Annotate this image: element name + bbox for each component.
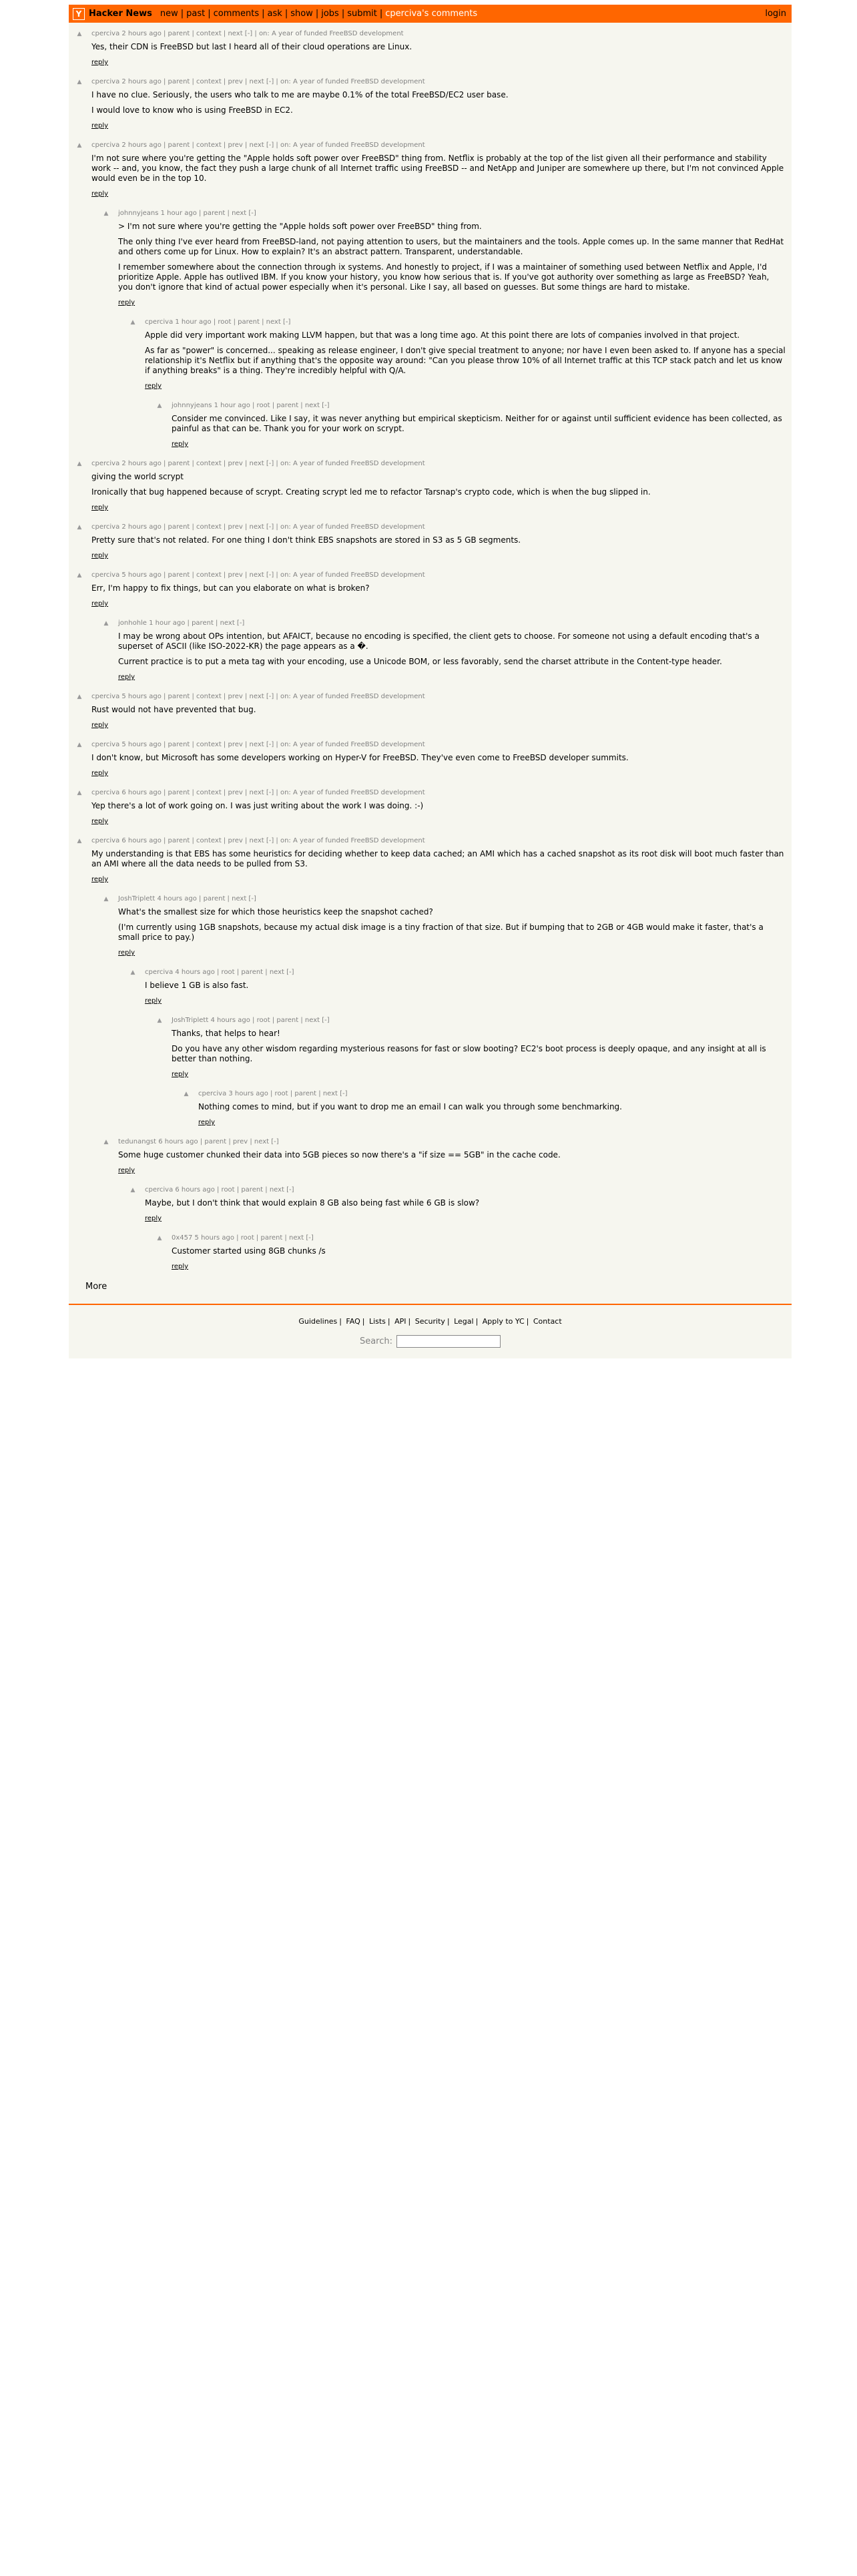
comment-meta[interactable]: jonhohle 1 hour ago | parent | next [-] [118,619,245,627]
comment-body [172,414,786,434]
comment-paragraph: Do you have any other wisdom regarding mysterious reasons for fast or slow booting? EC2's boot process is deeply opaque, and any insight at all is better than nothing. [172,1044,766,1063]
comment-body [145,1198,786,1208]
nav-past[interactable]: past [186,9,206,19]
comment-body [118,222,786,292]
comment-body [172,1246,786,1256]
comment-paragraph: giving the world scrypt [91,472,184,481]
comment [102,619,786,682]
comment-paragraph: Consider me convinced. Like I say, it was never anything but empirical skepticism. Neither for or against until sufficient evidence has been collected, as painful as that can be. Thank you for your work on scrypt. [172,414,782,433]
comment-paragraph: Nothing comes to mind, but if you want to drop me an email I can walk you through some benchmarking. [198,1102,622,1111]
comment [75,459,786,513]
comment [75,836,786,884]
nav-new[interactable]: new [160,9,178,19]
comment-paragraph: Thanks, that helps to hear! [172,1029,280,1038]
comment-meta[interactable]: cperciva 3 hours ago | root | parent | next [-] [198,1090,348,1097]
comment-paragraph: I'm not sure where you're getting the "Apple holds soft power over FreeBSD" thing from. Netflix is probably at the top of the list given all their performance and stability work -- and, you know, the fact they push a large chunk of all Internet traffic using FreeBSD -- and NetApp and Juniper are somewhere up there, but I'm not convinced Apple would even be in the top 10. [91,154,784,183]
reply-link[interactable]: reply [118,949,135,957]
login-link[interactable]: login [765,9,786,19]
comment [129,318,786,391]
upvote-arrow-icon[interactable]: ▲ [77,838,82,844]
comment-paragraph: Err, I'm happy to fix things, but can you elaborate on what is broken? [91,583,370,593]
comment-paragraph: My understanding is that EBS has some heuristics for deciding whether to keep data cached; an AMI which has a cached snapshot as its root disk will boot much faster than an AMI where all the data needs to be pulled from S3. [91,849,784,868]
reply-link[interactable]: reply [91,190,109,198]
comment-meta[interactable]: cperciva 5 hours ago | parent | context | prev | next [-] | on: A year of funded FreeBSD development [91,741,425,748]
reply-link[interactable]: reply [91,722,109,729]
more-link[interactable]: More [85,1282,107,1292]
comment-meta[interactable]: JoshTriplett 4 hours ago | root | parent | next [-] [172,1017,330,1024]
search-input[interactable] [396,1335,501,1348]
comment [102,1137,786,1176]
comment-paragraph: Ironically that bug happened because of scrypt. Creating scrypt led me to refactor Tarsnap's crypto code, which is when the bug slipped in. [91,487,651,497]
comment-body [91,849,786,869]
reply-link[interactable]: reply [198,1119,216,1126]
site-title[interactable]: Hacker News [89,9,152,19]
top-bar: Y Hacker News new | past | comments | ask | show | jobs | submit | cperciva's comments login [69,5,792,23]
upvote-arrow-icon[interactable]: ▲ [103,620,109,627]
comment [102,894,786,958]
nav-ask[interactable]: ask [267,9,282,19]
comment-meta[interactable]: tedunangst 6 hours ago | parent | prev | next [-] [118,1138,279,1145]
comment-paragraph: I remember somewhere about the connection through ix systems. And honestly to project, if I was a maintainer of something used between Netflix and Apple, I'd prioritize Apple. Apple has outlived IBM. If you know your history, you know how serious that is. If you've got authority over something as large as FreeBSD? Yeah, you don't ignore that kind of actual power especially when it's personal. Like I say, all based on guesses. But some things are hard to mistake. [118,262,770,292]
comment-meta[interactable]: cperciva 2 hours ago | parent | context | prev | next [-] | on: A year of funded FreeBSD development [91,523,425,531]
comment-meta[interactable]: cperciva 2 hours ago | parent | context | prev | next [-] | on: A year of funded FreeBSD development [91,78,425,85]
comment-meta[interactable]: cperciva 4 hours ago | root | parent | next [-] [145,969,294,976]
comment [75,29,786,67]
footer-link-security[interactable]: Security [414,1317,445,1326]
comment [75,141,786,199]
y-logo-icon[interactable]: Y [73,8,85,20]
comment-body [91,90,786,115]
user-comments-label: cperciva's comments [385,9,478,19]
comment-list [69,23,792,1272]
comment-meta[interactable]: JoshTriplett 4 hours ago | parent | next [-] [118,895,256,903]
comment [129,968,786,1006]
comment-body [91,42,786,52]
comment-body [91,705,786,715]
comment-paragraph: I have no clue. Seriously, the users who talk to me are maybe 0.1% of the total FreeBSD/EC2 user base. [91,90,509,99]
footer-link-lists[interactable]: Lists [368,1317,386,1326]
comment [102,209,786,308]
upvote-arrow-icon[interactable]: ▲ [130,1187,135,1194]
comment [75,571,786,609]
comment-body [118,907,786,943]
upvote-arrow-icon[interactable]: ▲ [77,742,82,748]
reply-link[interactable]: reply [91,504,109,511]
comment-paragraph: Rust would not have prevented that bug. [91,705,256,714]
comment [75,77,786,131]
comment-meta[interactable]: cperciva 2 hours ago | parent | context | next [-] | on: A year of funded FreeBSD development [91,30,404,37]
reply-link[interactable]: reply [91,59,109,66]
upvote-arrow-icon[interactable]: ▲ [103,1139,109,1145]
footer-links: Guidelines | FAQ | Lists | API | Security | Legal | Apply to YC | Contact [298,1317,562,1326]
comment [75,740,786,778]
footer-link-api[interactable]: API [394,1317,406,1326]
comment-body [118,1150,786,1160]
comment [129,1186,786,1224]
comment-body [118,631,786,667]
comment-body [145,981,786,991]
upvote-arrow-icon[interactable]: ▲ [77,694,82,700]
nav-show[interactable]: show [290,9,313,19]
comment [156,1016,786,1079]
comment-paragraph: I don't know, but Microsoft has some developers working on Hyper-V for FreeBSD. They've even come to FreeBSD developer summits. [91,753,629,762]
nav-jobs[interactable]: jobs [321,9,339,19]
comment-paragraph: (I'm currently using 1GB snapshots, because my actual disk image is a tiny fraction of that size. But if bumping that to 2GB or 4GB would make it faster, that's a small price to pay.) [118,923,764,942]
comment-body [91,801,786,811]
reply-link[interactable]: reply [91,600,109,607]
reply-link[interactable]: reply [91,770,109,777]
comment-meta[interactable]: cperciva 1 hour ago | root | parent | next [-] [145,318,291,326]
page-container [69,5,792,1358]
upvote-arrow-icon[interactable]: ▲ [77,524,82,531]
search-row [69,1335,792,1348]
reply-link[interactable]: reply [145,997,162,1005]
footer [69,1304,792,1358]
comment-paragraph: Yes, their CDN is FreeBSD but last I heard all of their cloud operations are Linux. [91,42,412,51]
upvote-arrow-icon[interactable]: ▲ [103,896,109,903]
comment-paragraph: Maybe, but I don't think that would explain 8 GB also being fast while 6 GB is slow? [145,1198,480,1208]
reply-link[interactable]: reply [118,674,135,681]
upvote-arrow-icon[interactable]: ▲ [130,969,135,976]
upvote-arrow-icon[interactable]: ▲ [157,1017,162,1024]
comment-body [91,154,786,184]
upvote-arrow-icon[interactable]: ▲ [130,319,135,326]
upvote-arrow-icon[interactable]: ▲ [184,1091,189,1097]
reply-link[interactable]: reply [118,1167,135,1174]
comment-paragraph: Current practice is to put a meta tag with your encoding, use a Unicode BOM, or less favorably, send the charset attribute in the Content-type header. [118,657,722,666]
upvote-arrow-icon[interactable]: ▲ [103,210,109,217]
comment-meta[interactable]: cperciva 6 hours ago | root | parent | next [-] [145,1186,294,1194]
comment-paragraph: I believe 1 GB is also fast. [145,981,249,990]
comment-paragraph: Pretty sure that's not related. For one thing I don't think EBS snapshots are stored in S3 as 5 GB segments. [91,535,521,545]
footer-link-apply[interactable]: Apply to YC [482,1317,525,1326]
footer-link-guidelines[interactable]: Guidelines [298,1317,338,1326]
comment [156,1234,786,1272]
comment-body [198,1102,786,1112]
reply-link[interactable]: reply [91,818,109,825]
comment-meta[interactable]: cperciva 2 hours ago | parent | context | prev | next [-] | on: A year of funded FreeBSD development [91,460,425,467]
nav-comments[interactable]: comments [213,9,260,19]
comment-meta[interactable]: cperciva 2 hours ago | parent | context | prev | next [-] | on: A year of funded FreeBSD development [91,142,425,149]
comment-body [91,753,786,763]
comment-paragraph: What's the smallest size for which those heuristics keep the snapshot cached? [118,907,433,917]
comment-body [145,330,786,376]
upvote-arrow-icon[interactable]: ▲ [77,31,82,37]
comment-meta[interactable]: cperciva 5 hours ago | parent | context | prev | next [-] | on: A year of funded FreeBSD development [91,571,425,579]
comment-meta[interactable]: 0x457 5 hours ago | root | parent | next [-] [172,1234,314,1242]
comment-paragraph: Some huge customer chunked their data into 5GB pieces so now there's a "if size == 5GB" in the cache code. [118,1150,561,1160]
reply-link[interactable]: reply [91,122,109,130]
footer-link-contact[interactable]: Contact [533,1317,562,1326]
comment-body [91,535,786,545]
comment-paragraph: I would love to know who is using FreeBSD in EC2. [91,105,293,115]
upvote-arrow-icon[interactable]: ▲ [77,790,82,796]
footer-link-legal[interactable]: Legal [454,1317,474,1326]
nav-submit[interactable]: submit [347,9,377,19]
comment [156,401,786,449]
comment [75,692,786,730]
comment-paragraph: As far as "power" is concerned... speaking as release engineer, I don't give special treatment to anyone; nor have I even been asked to. If anyone has a special relationship it's Netflix but if anything that's the opposite way around: "Can you please throw 10% of all Internet traffic at this TCP stack patch and let us know if anything breaks" is a thing. They're incredibly helpful with Q/A. [145,346,786,375]
upvote-arrow-icon[interactable]: ▲ [77,461,82,467]
comment-meta[interactable]: cperciva 5 hours ago | parent | context | prev | next [-] | on: A year of funded FreeBSD development [91,693,425,700]
comment-paragraph: The only thing I've ever heard from FreeBSD-land, not paying attention to users, but the maintainers and the tools. Apple comes up. In the same manner that RedHat and others come up for Linux. How to explain? It's an abstract pattern. Transparent, understandable. [118,237,784,256]
reply-link[interactable]: reply [172,1071,189,1078]
reply-link[interactable]: reply [145,1215,162,1222]
comment [182,1089,786,1127]
comment-paragraph: Yep there's a lot of work going on. I was just writing about the work I was doing. :-) [91,801,424,810]
comment-body [91,472,786,497]
reply-link[interactable]: reply [91,876,109,883]
footer-link-faq[interactable]: FAQ [346,1317,360,1326]
comment-paragraph: Customer started using 8GB chunks /s [172,1246,326,1256]
comment-meta[interactable]: cperciva 6 hours ago | parent | context | prev | next [-] | on: A year of funded FreeBSD development [91,837,425,844]
upvote-arrow-icon[interactable]: ▲ [157,1235,162,1242]
upvote-arrow-icon[interactable]: ▲ [157,403,162,409]
comment-meta[interactable]: johnnyjeans 1 hour ago | root | parent | next [-] [172,402,330,409]
comment-meta[interactable]: cperciva 6 hours ago | parent | context | prev | next [-] | on: A year of funded FreeBSD development [91,789,425,796]
upvote-arrow-icon[interactable]: ▲ [77,79,82,85]
upvote-arrow-icon[interactable]: ▲ [77,142,82,149]
upvote-arrow-icon[interactable]: ▲ [77,572,82,579]
reply-link[interactable]: reply [118,299,135,306]
comment-paragraph: I may be wrong about OPs intention, but AFAICT, because no encoding is specified, the client gets to choose. For someone not using a default encoding that's a superset of ASCII (like ISO-2022-KR) the page appears as a �. [118,631,760,651]
comment [75,523,786,561]
comment-paragraph: Apple did very important work making LLVM happen, but that was a long time ago. At this point there are lots of companies involved in that project. [145,330,740,340]
reply-link[interactable]: reply [91,552,109,559]
comment-body [91,583,786,593]
reply-link[interactable]: reply [145,382,162,390]
comment-paragraph: > I'm not sure where you're getting the "Apple holds soft power over FreeBSD" thing from. [118,222,482,231]
comment [75,788,786,826]
reply-link[interactable]: reply [172,1263,189,1270]
search-label: Search: [359,1336,393,1346]
reply-link[interactable]: reply [172,441,189,448]
comment-meta[interactable]: johnnyjeans 1 hour ago | parent | next [-] [118,210,256,217]
comment-body [172,1029,786,1064]
